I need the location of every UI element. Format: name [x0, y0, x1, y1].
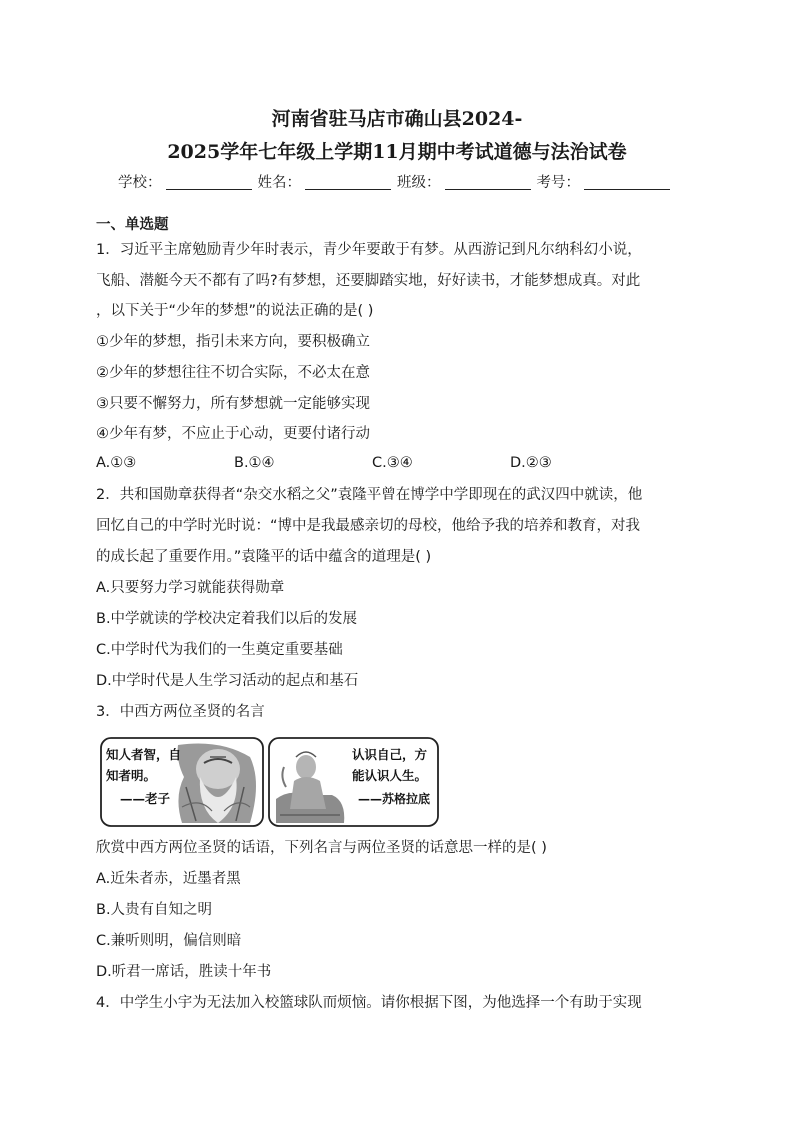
q3-question: 欣赏中西方两位圣贤的话语，下列名言与两位圣贤的话意思一样的是( ) — [96, 840, 547, 856]
name-blank[interactable] — [305, 175, 391, 190]
q2-stem-line1: 2．共和国勋章获得者“杂交水稻之父”袁隆平曾在博学中学即现在的武汉四中就读，他 — [96, 487, 643, 503]
q1-statement-3: ③只要不懈努力，所有梦想就一定能够实现 — [96, 396, 370, 412]
exam-number-label: 考号： — [536, 175, 580, 191]
laozi-attribution: ——老子 — [120, 791, 171, 806]
q2-option-b[interactable]: B.中学就读的学校决定着我们以后的发展 — [96, 611, 358, 627]
q3-option-c[interactable]: C.兼听则明，偏信则暗 — [96, 933, 242, 949]
school-blank[interactable] — [166, 175, 252, 190]
q3-option-a[interactable]: A.近朱者赤，近墨者黑 — [96, 871, 241, 887]
q2-stem-line2: 回忆自己的中学时光时说：“博中是我最感亲切的母校，他给予我的培养和教育，对我 — [96, 518, 641, 534]
q2-option-d[interactable]: D.中学时代是人生学习活动的起点和基石 — [96, 673, 359, 689]
school-label: 学校： — [118, 175, 162, 191]
q1-statement-2: ②少年的梦想往往不切合实际，不必太在意 — [96, 365, 370, 381]
q3-option-d[interactable]: D.听君一席话，胜读十年书 — [96, 964, 272, 980]
q1-stem-line2: 飞船、潜艇今天不都有了吗?有梦想，还要脚踏实地，好好读书，才能梦想成真。对此 — [96, 273, 641, 289]
socrates-quote-line2: 能认识人生。 — [352, 768, 428, 783]
q1-statement-4: ④少年有梦，不应止于心动，更要付诸行动 — [96, 426, 370, 442]
q1-option-c[interactable]: C.③④ — [372, 455, 413, 471]
socrates-quote-line1: 认识自己，方 — [352, 747, 428, 762]
exam-title-line1: 河南省驻马店市确山县2024- — [271, 108, 523, 130]
class-blank[interactable] — [445, 175, 531, 190]
laozi-quote-line1: 知人者智，自 — [106, 747, 182, 762]
q4-stem: 4．中学生小宇为无法加入校篮球队而烦恼。请你根据下图，为他选择一个有助于实现 — [96, 995, 642, 1011]
sages-quote-cartoon — [100, 737, 440, 829]
name-label: 姓名： — [257, 175, 301, 191]
q1-option-b[interactable]: B.①④ — [234, 455, 275, 471]
q1-stem-line1: 1．习近平主席勉励青少年时表示，青少年要敢于有梦。从西游记到凡尔纳科幻小说， — [96, 242, 642, 258]
q3-stem: 3．中西方两位圣贤的名言 — [96, 704, 265, 720]
q2-option-a[interactable]: A.只要努力学习就能获得勋章 — [96, 580, 285, 596]
q1-statement-1: ①少年的梦想，指引未来方向，要积极确立 — [96, 334, 370, 350]
socrates-panel — [269, 738, 438, 826]
q1-option-d[interactable]: D.②③ — [510, 455, 552, 471]
student-info-row — [0, 171, 794, 192]
socrates-attribution: ——苏格拉底 — [358, 792, 431, 806]
q2-stem-line3: 的成长起了重要作用。”袁隆平的话中蕴含的道理是( ) — [96, 549, 432, 565]
laozi-panel — [101, 738, 263, 826]
laozi-quote-line2: 知者明。 — [106, 768, 157, 783]
class-label: 班级： — [397, 175, 441, 191]
exam-title-line2: 2025学年七年级上学期11月期中考试道德与法治试卷 — [167, 141, 627, 163]
q1-stem-line3: ，以下关于“少年的梦想”的说法正确的是( ) — [96, 303, 374, 319]
q1-option-a[interactable]: A.①③ — [96, 455, 137, 471]
exam-number-blank[interactable] — [584, 175, 670, 190]
section-heading: 一、单选题 — [96, 217, 169, 233]
q2-option-c[interactable]: C.中学时代为我们的一生奠定重要基础 — [96, 642, 343, 658]
laozi-portrait-icon — [178, 744, 256, 824]
q3-option-b[interactable]: B.人贵有自知之明 — [96, 902, 213, 918]
